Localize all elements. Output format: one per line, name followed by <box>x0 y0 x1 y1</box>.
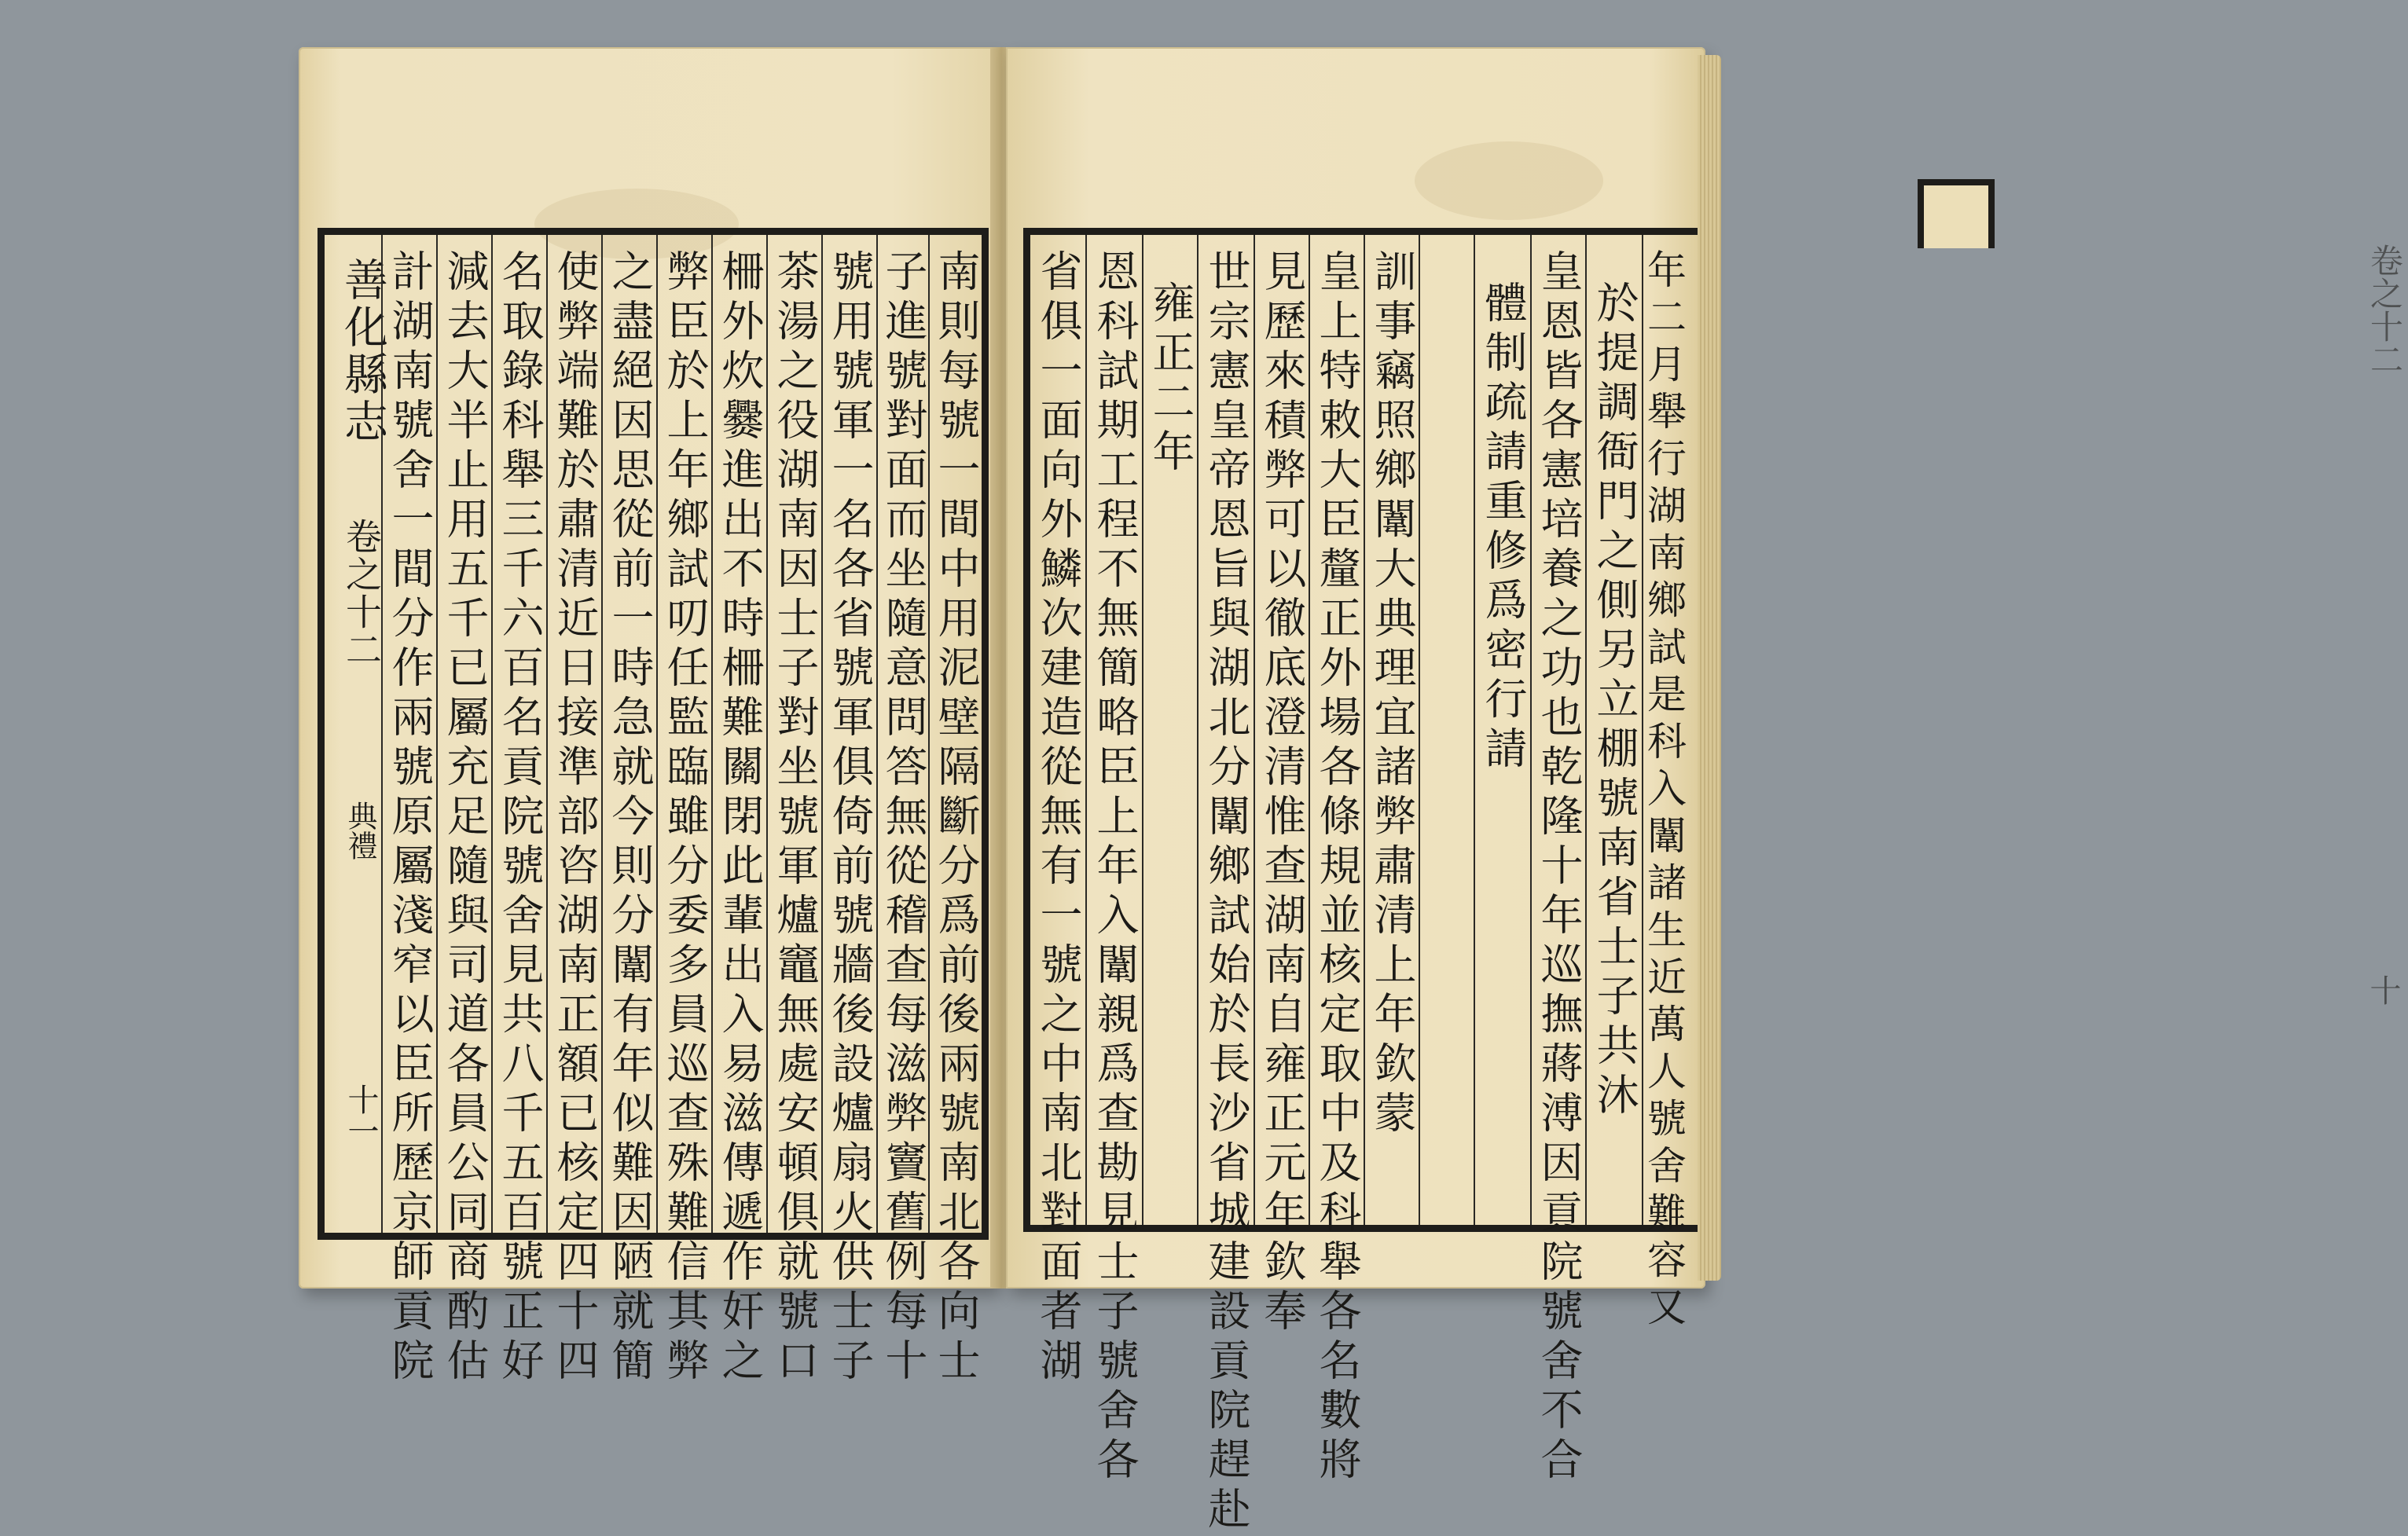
text-column: 柵外炊爨進出不時柵難關閉此輩出入易滋傳遞作奸之 <box>711 235 766 1233</box>
open-book <box>299 47 2404 1536</box>
text-column: 體制疏請重修爲密行請 <box>1474 235 1530 1225</box>
text-column: 減去大半止用五千已屬充足隨與司道各員公同商酌估 <box>436 235 491 1233</box>
text-column: 訓事竊照鄉闈大典理宜諸弊肅清上年欽蒙 <box>1364 235 1419 1225</box>
left-text-frame <box>318 228 989 1388</box>
volume-number: 卷之十二 <box>340 518 383 669</box>
text-column: 皇恩皆各憲培養之功也乾隆十年巡撫蔣溥因貢院號舍不合 <box>1530 235 1585 1225</box>
page-number: 十一 <box>343 1083 379 1146</box>
text-column: 弊臣於上年鄉試叨任監臨雖分委多員巡查殊難信其弊 <box>656 235 711 1233</box>
text-column: 計湖南號舍一間分作兩號原屬淺窄以臣所歷京師貢院 <box>381 235 436 1233</box>
text-column: 恩科試期工程不無簡略臣上年入闈親爲查勘見士子號舍各 <box>1085 235 1142 1225</box>
text-column: 世宗憲皇帝恩旨與湖北分闈鄉試始於長沙省城建設貢院趕赴 <box>1197 235 1254 1225</box>
text-column: 雍正二年 <box>1142 235 1197 1225</box>
right-page-mark: 十 <box>2365 974 2401 1006</box>
text-column: 名取錄科舉三千六百名貢院號舍見共八千五百號正好 <box>491 235 546 1233</box>
section-name: 典禮 <box>343 801 377 860</box>
text-column: 見歷來積弊可以徹底澄清惟查湖南自雍正元年欽奉 <box>1254 235 1309 1225</box>
text-column: 使弊端難於肅清近日接準部咨湖南正額已核定四十四 <box>546 235 601 1233</box>
text-column: 號用號軍一名各省號軍俱倚前號牆後設爐扇火供士子 <box>821 235 876 1233</box>
right-header-marks: 卷之十二 <box>2366 244 2404 376</box>
text-column <box>1419 235 1474 1225</box>
left-page <box>299 47 997 1388</box>
right-text-frame <box>1023 228 1705 1536</box>
text-column: 南則每號一間中用泥壁隔斷分爲前後兩號南北各向士 <box>928 235 982 1233</box>
text-column: 之盡絕因思從前一時急就今則分闈有年似難因陋就簡 <box>601 235 656 1233</box>
text-column: 皇上特敕大臣釐正外場各條規並核定取中及科舉各名數將 <box>1309 235 1364 1225</box>
left-header-column <box>325 235 388 1233</box>
page-edges <box>1698 55 1721 1281</box>
book-title: 善化縣志 <box>337 257 388 445</box>
text-column: 茶湯之役湖南因士子對坐號軍爐竈無處安頓俱就號口 <box>766 235 821 1233</box>
right-page <box>1006 47 2404 1536</box>
text-column: 年二月舉行湖南鄉試是科入闈諸生近萬人號舍難容又 <box>1642 235 1684 1225</box>
text-column: 省俱一面向外鱗次建造從無有一號之中南北對面者湖 <box>1033 249 1083 1388</box>
raised-frame-tab <box>1918 179 1995 248</box>
text-column: 子進號對面而坐隨意問答無從稽查每滋弊竇舊例每十 <box>876 235 928 1233</box>
text-column: 於提調衙門之側另立棚號南省士子共沐 <box>1585 235 1642 1225</box>
